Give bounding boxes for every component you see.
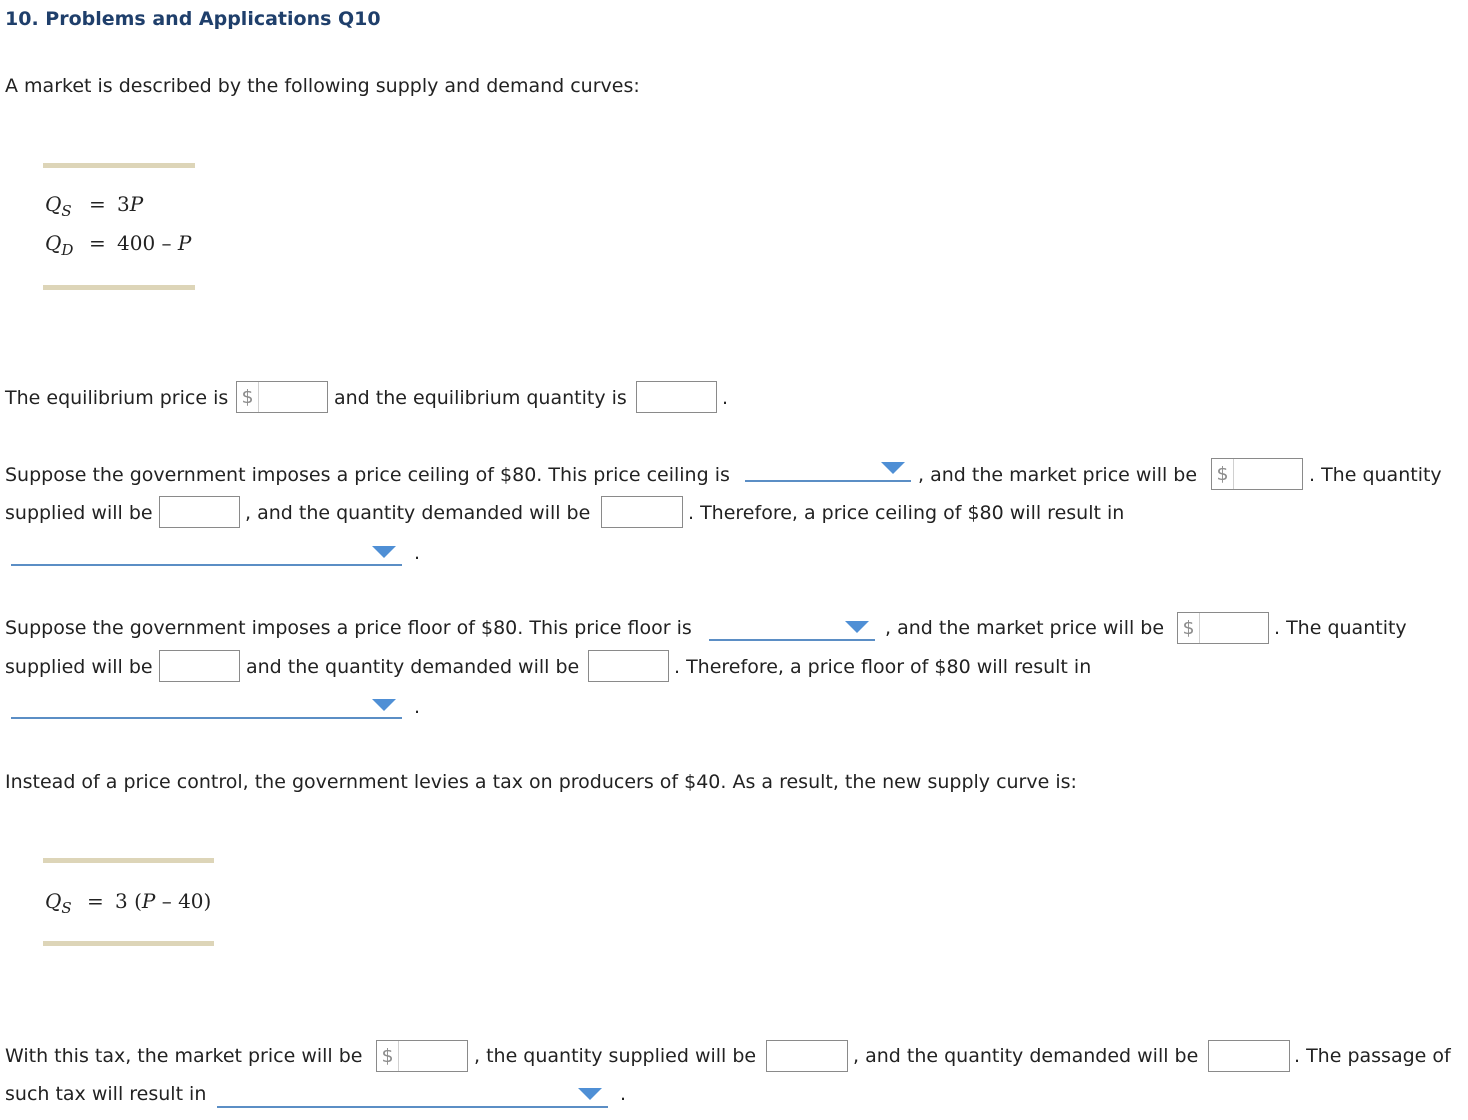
tax-quantity-demanded-input[interactable] xyxy=(1208,1040,1290,1072)
tax-text-4: . The passage of xyxy=(1294,1045,1451,1067)
equation-divider-bottom xyxy=(43,941,214,946)
equilibrium-quantity-label: and the equilibrium quantity is xyxy=(334,387,627,409)
equilibrium-price-label: The equilibrium price is xyxy=(5,387,229,409)
intro-text: A market is described by the following supply and demand curves: xyxy=(5,75,640,97)
tax-text-3: , and the quantity demanded will be xyxy=(853,1045,1199,1067)
new-supply-eq-sign: = xyxy=(87,889,104,913)
tax-market-price-input[interactable] xyxy=(376,1040,468,1072)
dollar-sign: $ xyxy=(237,382,259,412)
floor-text-3: . The quantity xyxy=(1274,617,1407,639)
period: . xyxy=(414,542,421,564)
floor-quantity-supplied-input[interactable] xyxy=(159,650,240,682)
equation-divider-top xyxy=(43,858,214,863)
equilibrium-price-input[interactable] xyxy=(236,381,328,413)
floor-result-dropdown[interactable] xyxy=(11,697,402,719)
floor-market-price-input[interactable] xyxy=(1177,612,1269,644)
demand-eq-sign: = xyxy=(89,231,106,255)
ceiling-text-3: . The quantity xyxy=(1309,464,1442,486)
ceiling-result-dropdown[interactable] xyxy=(11,544,402,566)
ceiling-quantity-supplied-input[interactable] xyxy=(159,496,240,528)
equation-divider-top xyxy=(43,163,195,168)
ceiling-text-1: Suppose the government imposes a price ceiling of $80. This price ceiling is xyxy=(5,464,730,486)
equation-divider-bottom xyxy=(43,285,195,290)
supply-eq-sign: = xyxy=(89,192,106,216)
question-title: 10. Problems and Applications Q10 xyxy=(5,8,381,30)
ceiling-text-5: , and the quantity demanded will be xyxy=(245,502,591,524)
chevron-down-icon xyxy=(881,462,905,474)
dollar-sign: $ xyxy=(1178,613,1200,643)
ceiling-text-2: , and the market price will be xyxy=(918,464,1198,486)
demand-rhs: 400 – P xyxy=(117,231,192,255)
tax-intro-text: Instead of a price control, the government levies a tax on producers of $40. As a result, the new supply curve is: xyxy=(5,771,1077,793)
supply-equation: $Q_S$ xyxy=(45,192,72,220)
new-supply-equation: $Q_S$ xyxy=(45,889,72,917)
chevron-down-icon xyxy=(372,546,396,558)
floor-text-6: . Therefore, a price floor of $80 will result in xyxy=(674,656,1092,678)
dollar-sign: $ xyxy=(1212,459,1234,489)
tax-text-1: With this tax, the market price will be xyxy=(5,1045,363,1067)
ceiling-text-4: supplied will be xyxy=(5,502,153,524)
floor-quantity-demanded-input[interactable] xyxy=(588,650,669,682)
floor-text-5: and the quantity demanded will be xyxy=(246,656,580,678)
ceiling-text-6: . Therefore, a price ceiling of $80 will result in xyxy=(688,502,1125,524)
equilibrium-quantity-input[interactable] xyxy=(636,381,717,413)
ceiling-market-price-input[interactable] xyxy=(1211,458,1303,490)
period: . xyxy=(414,696,421,718)
ceiling-binding-dropdown[interactable] xyxy=(745,460,911,482)
chevron-down-icon xyxy=(578,1088,602,1100)
tax-text-2: , the quantity supplied will be xyxy=(474,1045,757,1067)
floor-text-2: , and the market price will be xyxy=(885,617,1165,639)
chevron-down-icon xyxy=(845,621,869,633)
tax-result-dropdown[interactable] xyxy=(217,1086,608,1108)
floor-binding-dropdown[interactable] xyxy=(709,619,875,641)
supply-rhs: 3P xyxy=(117,192,144,216)
tax-quantity-supplied-input[interactable] xyxy=(766,1040,848,1072)
floor-text-4: supplied will be xyxy=(5,656,153,678)
dollar-sign: $ xyxy=(377,1041,399,1071)
demand-equation: $Q_D$ xyxy=(45,231,74,259)
ceiling-quantity-demanded-input[interactable] xyxy=(601,496,683,528)
floor-text-1: Suppose the government imposes a price floor of $80. This price floor is xyxy=(5,617,692,639)
new-supply-rhs: 3 (P – 40) xyxy=(115,889,212,913)
period: . xyxy=(620,1083,627,1105)
tax-text-5: such tax will result in xyxy=(5,1083,207,1105)
period: . xyxy=(722,387,729,409)
chevron-down-icon xyxy=(372,699,396,711)
